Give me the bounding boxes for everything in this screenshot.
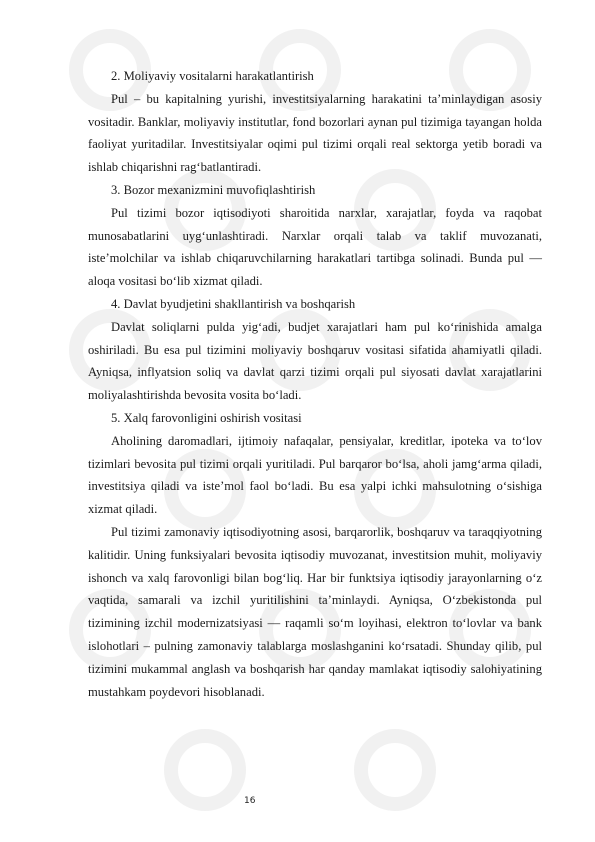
section-heading: 2. Moliyaviy vositalarni harakatlantirish (111, 69, 314, 83)
section-heading: 3. Bozor mexanizmini muvofiqlashtirish (111, 182, 316, 197)
section-paragraph: Davlat soliqlarni pulda yig‘adi, budjet xarajatlari ham pul ko‘rinishida amalga oshiriladi. Bu esa pul tizimini moliyaviy boshqaruv vositasi sifatida ahamiyatli qiladi. Ayniqsa, inflyatsion soliq va davlat qarzi tizimi orqali pul siyosati davlat xarajatlarini moliyalashtirishda bevosita vosita bo‘ladi. (88, 319, 542, 403)
section-heading: 4. Davlat byudjetini shakllantirish va boshqarish (111, 296, 356, 311)
section-paragraph: Pul – bu kapitalning yurishi, investitsiyalarning harakatini ta’minlaydigan asosiy vositadir. Banklar, moliyaviy institutlar, fond bozorlari aynan pul tizimiga tayangan holda faoliyat yuritadilar. Investitsiyalar oqimi pul tizimi orqali real sektorga yetib boradi va ishlab chiqarishni rag‘batlantiradi. (88, 91, 542, 175)
section-paragraph: Pul tizimi bozor iqtisodiyoti sharoitida narxlar, xarajatlar, foyda va raqobat munosabatlarini uyg‘unlashtiradi. Narxlar orqali talab va taklif muvozanati, iste’molchilar va ishlab chiqaruvchilarning harakatlari tartibga solinadi. Bunda pul — aloqa vositasi bo‘lib xizmat qiladi. (88, 205, 542, 289)
page-number: 16 (244, 796, 256, 806)
section-heading: 5. Xalq farovonligini oshirish vositasi (111, 410, 302, 425)
conclusion-paragraph: Pul tizimi zamonaviy iqtisodiyotning asosi, barqarorlik, boshqaruv va taraqqiyotning kalitidir. Uning funksiyalari bevosita iqtisodiy muvozanat, investitsion muhit, moliyaviy ishonch va xalq farovonligi bilan bog‘liq. Har bir funktsiya iqtisodiy jarayonlarning o‘z vaqtida, samarali va izchil yuritilishini ta’minlaydi. Ayniqsa, O‘zbekistonda pul tizimining izchil modernizatsiyasi — raqamli so‘m loyihasi, elektron to‘lovlar va bank islohotlari – pulning zamonaviy talablarga moslashganini ko‘rsatadi. Shunday qilib, pul tizimini mukammal anglash va boshqarish har qanday mamlakat iqtisodiy salohiyatining mustahkam poydevori hisoblanadi. (88, 524, 542, 699)
document-body (88, 65, 542, 703)
section-paragraph: Aholining daromadlari, ijtimoiy nafaqalar, pensiyalar, kreditlar, ipoteka va to‘lov tizimlari bevosita pul tizimi orqali yuritiladi. Pul barqaror bo‘lsa, aholi jamg‘arma qiladi, investitsiya qiladi va iste’mol faol bo‘ladi. Bu esa yalpi ichki mahsulotning o‘sishiga xizmat qiladi. (88, 433, 542, 517)
